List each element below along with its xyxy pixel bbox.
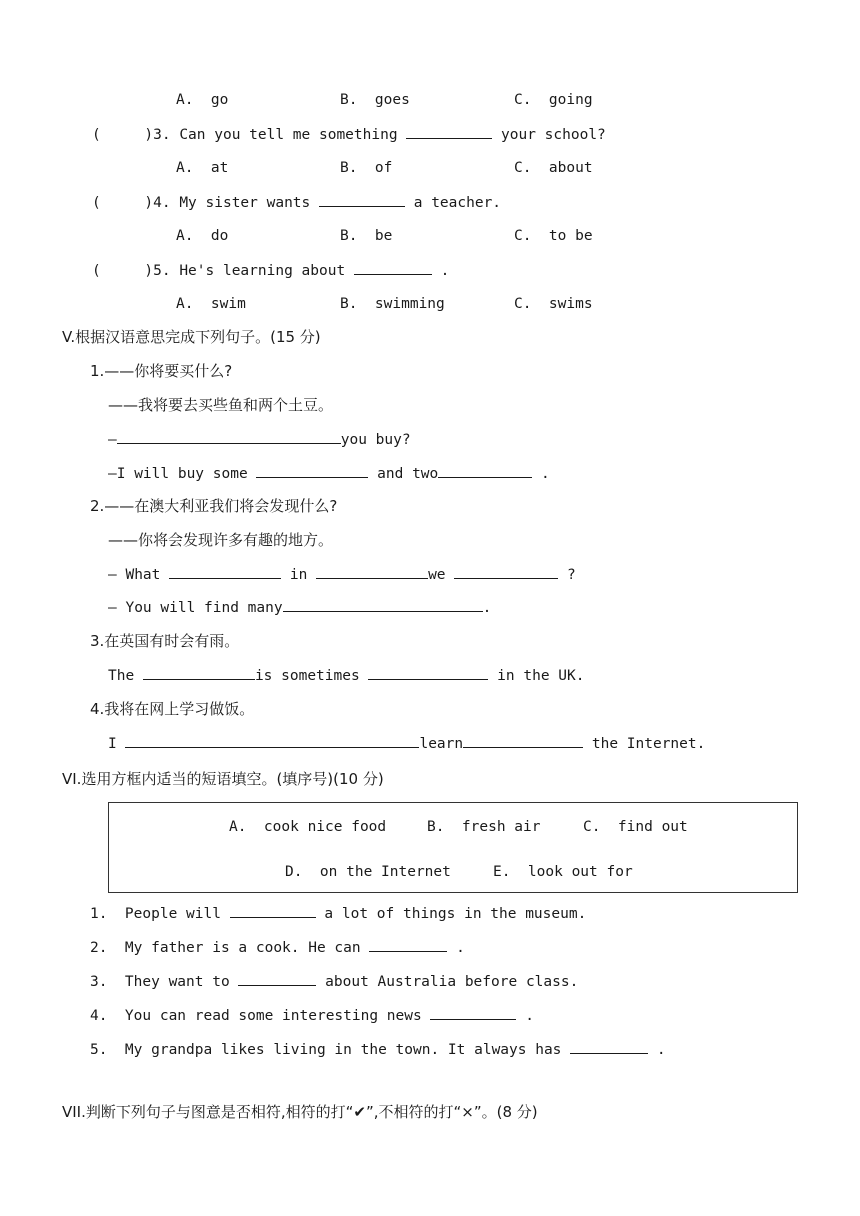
answer-blank[interactable] — [125, 733, 419, 748]
s5-q1-cn-1: 1.——你将要买什么? — [90, 362, 233, 380]
answer-blank[interactable] — [438, 463, 532, 478]
section-7-title: VII.判断下列句子与图意是否相符,相符的打“✔”,不相符的打“×”。(8 分) — [62, 1103, 538, 1121]
answer-blank[interactable] — [230, 903, 316, 918]
s6-item-5 — [90, 1039, 666, 1060]
answer-blank[interactable] — [430, 1005, 516, 1020]
s5-q3-en — [108, 665, 584, 686]
answer-blank[interactable] — [319, 192, 405, 207]
q4-option-b: B. be — [340, 228, 393, 244]
answer-blank[interactable] — [406, 124, 492, 139]
sentence-text: 1. People will — [90, 906, 221, 922]
answer-blank[interactable] — [369, 937, 447, 952]
sentence-text: — — [108, 432, 117, 448]
s5-q1-en-1 — [108, 429, 411, 450]
answer-paren: ( )5. — [92, 263, 171, 279]
section-5-title: V.根据汉语意思完成下列句子。(15 分) — [62, 328, 321, 346]
sentence-text: I — [108, 736, 117, 752]
phrase-c: C. find out — [583, 819, 688, 835]
s5-q1-cn-2: ——我将要去买些鱼和两个土豆。 — [108, 396, 334, 414]
q3-option-a: A. at — [176, 160, 229, 176]
q3-option-b: B. of — [340, 160, 393, 176]
phrase-b: B. fresh air — [427, 819, 541, 835]
q5-option-b: B. swimming — [340, 296, 445, 312]
question-text: Can you tell me something — [179, 127, 398, 143]
s6-item-4 — [90, 1005, 534, 1026]
question-3 — [92, 124, 606, 145]
phrase-box — [108, 802, 798, 893]
q3-option-c: C. about — [514, 160, 593, 176]
s5-q4-cn: 4.我将在网上学习做饭。 — [90, 700, 255, 718]
s6-item-1 — [90, 903, 586, 924]
s5-q4-en — [108, 733, 705, 754]
q4-option-a: A. do — [176, 228, 229, 244]
phrase-e: E. look out for — [493, 864, 633, 880]
q5-option-c: C. swims — [514, 296, 593, 312]
answer-blank[interactable] — [117, 429, 341, 444]
sentence-text: about Australia before class. — [325, 974, 579, 990]
sentence-text: you buy? — [340, 432, 411, 448]
s5-q2-en-1 — [108, 564, 576, 585]
answer-blank[interactable] — [143, 665, 255, 680]
sentence-text: . — [541, 466, 550, 482]
s5-q2-en-2 — [108, 597, 491, 618]
sentence-text: in — [289, 567, 308, 583]
question-text: a teacher. — [413, 195, 502, 211]
sentence-text: . — [525, 1008, 534, 1024]
answer-blank[interactable] — [169, 564, 281, 579]
question-text: your school? — [501, 127, 606, 143]
sentence-text: we — [428, 567, 446, 583]
sentence-text: 5. My grandpa likes living in the town. It always has — [90, 1042, 562, 1058]
s5-q2-cn-2: ——你将会发现许多有趣的地方。 — [108, 531, 334, 549]
answer-blank[interactable] — [238, 971, 316, 986]
question-text: He's learning about — [179, 263, 346, 279]
q2-option-a: A. go — [176, 92, 229, 108]
sentence-text: 4. You can read some interesting news — [90, 1008, 422, 1024]
sentence-text: . — [482, 600, 492, 616]
section-6-title: VI.选用方框内适当的短语填空。(填序号)(10 分) — [62, 770, 384, 788]
q2-option-b: B. goes — [340, 92, 410, 108]
sentence-text: in the UK. — [497, 668, 585, 684]
sentence-text: ? — [567, 567, 576, 583]
answer-blank[interactable] — [463, 733, 583, 748]
sentence-text: is sometimes — [254, 668, 360, 684]
sentence-text: —I will buy some — [108, 466, 248, 482]
answer-blank[interactable] — [570, 1039, 648, 1054]
s5-q2-cn-1: 2.——在澳大利亚我们将会发现什么? — [90, 497, 338, 515]
question-text: My sister wants — [179, 195, 311, 211]
q5-option-a: A. swim — [176, 296, 246, 312]
answer-blank[interactable] — [283, 597, 483, 612]
answer-blank[interactable] — [316, 564, 428, 579]
sentence-text: and two — [377, 466, 439, 482]
sentence-text: learn — [419, 736, 464, 752]
answer-paren: ( )3. — [92, 127, 171, 143]
q2-option-c: C. going — [514, 92, 593, 108]
answer-blank[interactable] — [454, 564, 558, 579]
question-5 — [92, 260, 449, 281]
sentence-text: The — [108, 668, 135, 684]
answer-blank[interactable] — [256, 463, 368, 478]
sentence-text: a lot of things in the museum. — [324, 906, 587, 922]
phrase-d: D. on the Internet — [285, 864, 451, 880]
sentence-text: — You will find many — [108, 600, 283, 616]
q4-option-c: C. to be — [514, 228, 593, 244]
answer-blank[interactable] — [368, 665, 488, 680]
sentence-text: the Internet. — [591, 736, 706, 752]
sentence-text: — What — [108, 567, 161, 583]
sentence-text: . — [456, 940, 465, 956]
s6-item-2 — [90, 937, 465, 958]
answer-blank[interactable] — [354, 260, 432, 275]
sentence-text: 2. My father is a cook. He can — [90, 940, 361, 956]
s5-q1-en-2 — [108, 463, 550, 484]
question-text: . — [440, 263, 450, 279]
s6-item-3 — [90, 971, 578, 992]
answer-paren: ( )4. — [92, 195, 171, 211]
phrase-a: A. cook nice food — [229, 819, 387, 835]
sentence-text: . — [656, 1042, 666, 1058]
question-4 — [92, 192, 501, 213]
s5-q3-cn: 3.在英国有时会有雨。 — [90, 632, 240, 650]
sentence-text: 3. They want to — [90, 974, 230, 990]
